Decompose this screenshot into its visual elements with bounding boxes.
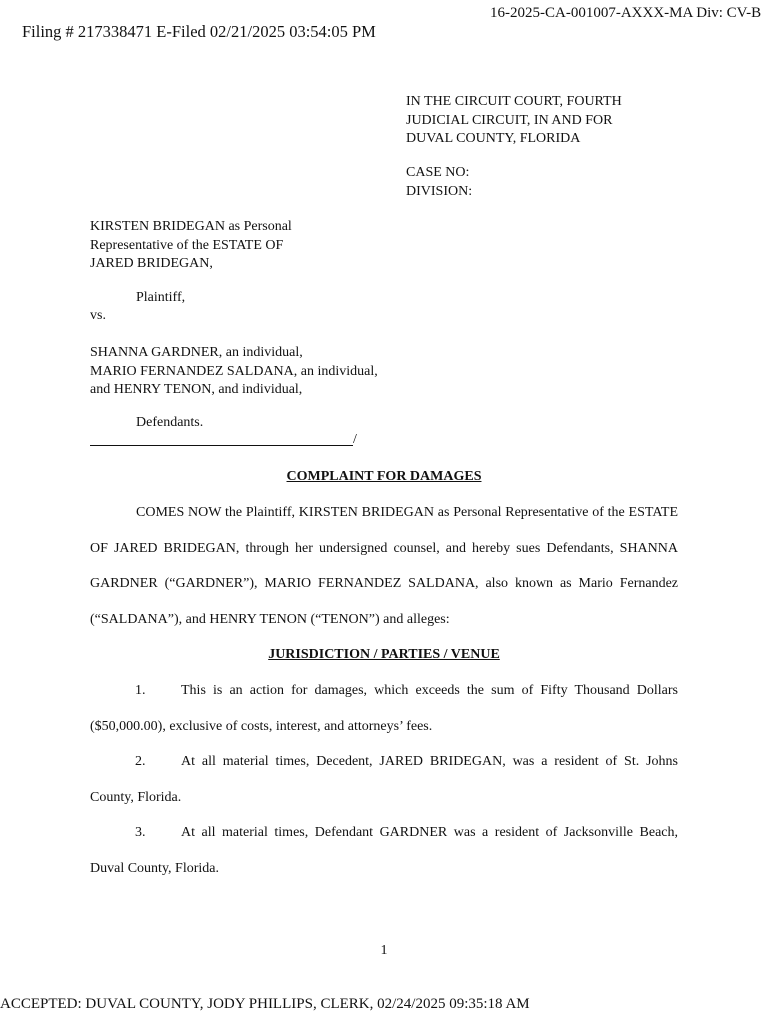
- defendants-role: Defendants.: [136, 415, 204, 430]
- caption-slash: /: [353, 432, 357, 447]
- court-caption: [406, 93, 622, 149]
- document-title: COMPLAINT FOR DAMAGES: [286, 469, 482, 484]
- accepted-stamp: ACCEPTED: DUVAL COUNTY, JODY PHILLIPS, CLERK, 02/24/2025 09:35:18 AM: [0, 996, 530, 1012]
- paragraph-text: At all material times, Decedent, JARED BRIDEGAN, was a resident of St. Johns County, Florida.: [90, 754, 678, 805]
- defendants-block: [90, 344, 378, 400]
- numbered-paragraph: [90, 815, 678, 886]
- court-line: DUVAL COUNTY, FLORIDA: [406, 131, 581, 146]
- section-heading: JURISDICTION / PARTIES / VENUE: [268, 647, 500, 662]
- case-no-label: CASE NO:: [406, 165, 470, 180]
- numbered-paragraph: [90, 673, 678, 744]
- paragraph-number: 2.: [135, 754, 146, 769]
- defendant-line: SHANNA GARDNER, an individual,: [90, 345, 303, 360]
- versus-label: vs.: [90, 308, 106, 323]
- caption-divider-line: [90, 430, 353, 446]
- case-number-stamp: 16-2025-CA-001007-AXXX-MA Div: CV-B: [490, 5, 762, 21]
- division-label: DIVISION:: [406, 183, 473, 199]
- plaintiff-role: Plaintiff,: [136, 290, 186, 305]
- plaintiff-block: [90, 218, 292, 274]
- court-line: JUDICIAL CIRCUIT, IN AND FOR: [406, 112, 613, 128]
- plaintiff-line: Representative of the ESTATE OF: [90, 237, 284, 253]
- page-number: 1: [380, 943, 388, 958]
- defendant-line: and HENRY TENON, and individual,: [90, 382, 303, 397]
- paragraph-text: At all material times, Defendant GARDNER was a resident of Jacksonville Beach, Duval County, Florida.: [90, 825, 678, 876]
- numbered-paragraph: [90, 744, 678, 815]
- paragraph-text: This is an action for damages, which exceeds the sum of Fifty Thousand Dollars ($50,000.00), exclusive of costs, interest, and attorneys’ fees.: [90, 683, 678, 734]
- paragraph-number: 1.: [135, 683, 146, 698]
- intro-text: COMES NOW the Plaintiff, KIRSTEN BRIDEGAN as Personal Representative of the ESTATE OF JARED BRIDEGAN, through her undersigned counsel, and hereby sues Defendants, SHANNA GARDNER (“GARDNER”), MARIO FERNANDEZ SALDANA, also known as Mario Fernandez (“SALDANA”), and HENRY TENON (“TENON”) and alleges:: [90, 505, 678, 627]
- court-line: IN THE CIRCUIT COURT, FOURTH: [406, 94, 622, 109]
- defendant-line: MARIO FERNANDEZ SALDANA, an individual,: [90, 363, 378, 379]
- filing-stamp: Filing # 217338471 E-Filed 02/21/2025 03:54:05 PM: [22, 22, 376, 41]
- intro-paragraph: [90, 495, 678, 637]
- paragraph-number: 3.: [135, 825, 146, 840]
- case-info: [406, 164, 472, 201]
- plaintiff-line: KIRSTEN BRIDEGAN as Personal: [90, 219, 292, 234]
- plaintiff-line: JARED BRIDEGAN,: [90, 256, 213, 271]
